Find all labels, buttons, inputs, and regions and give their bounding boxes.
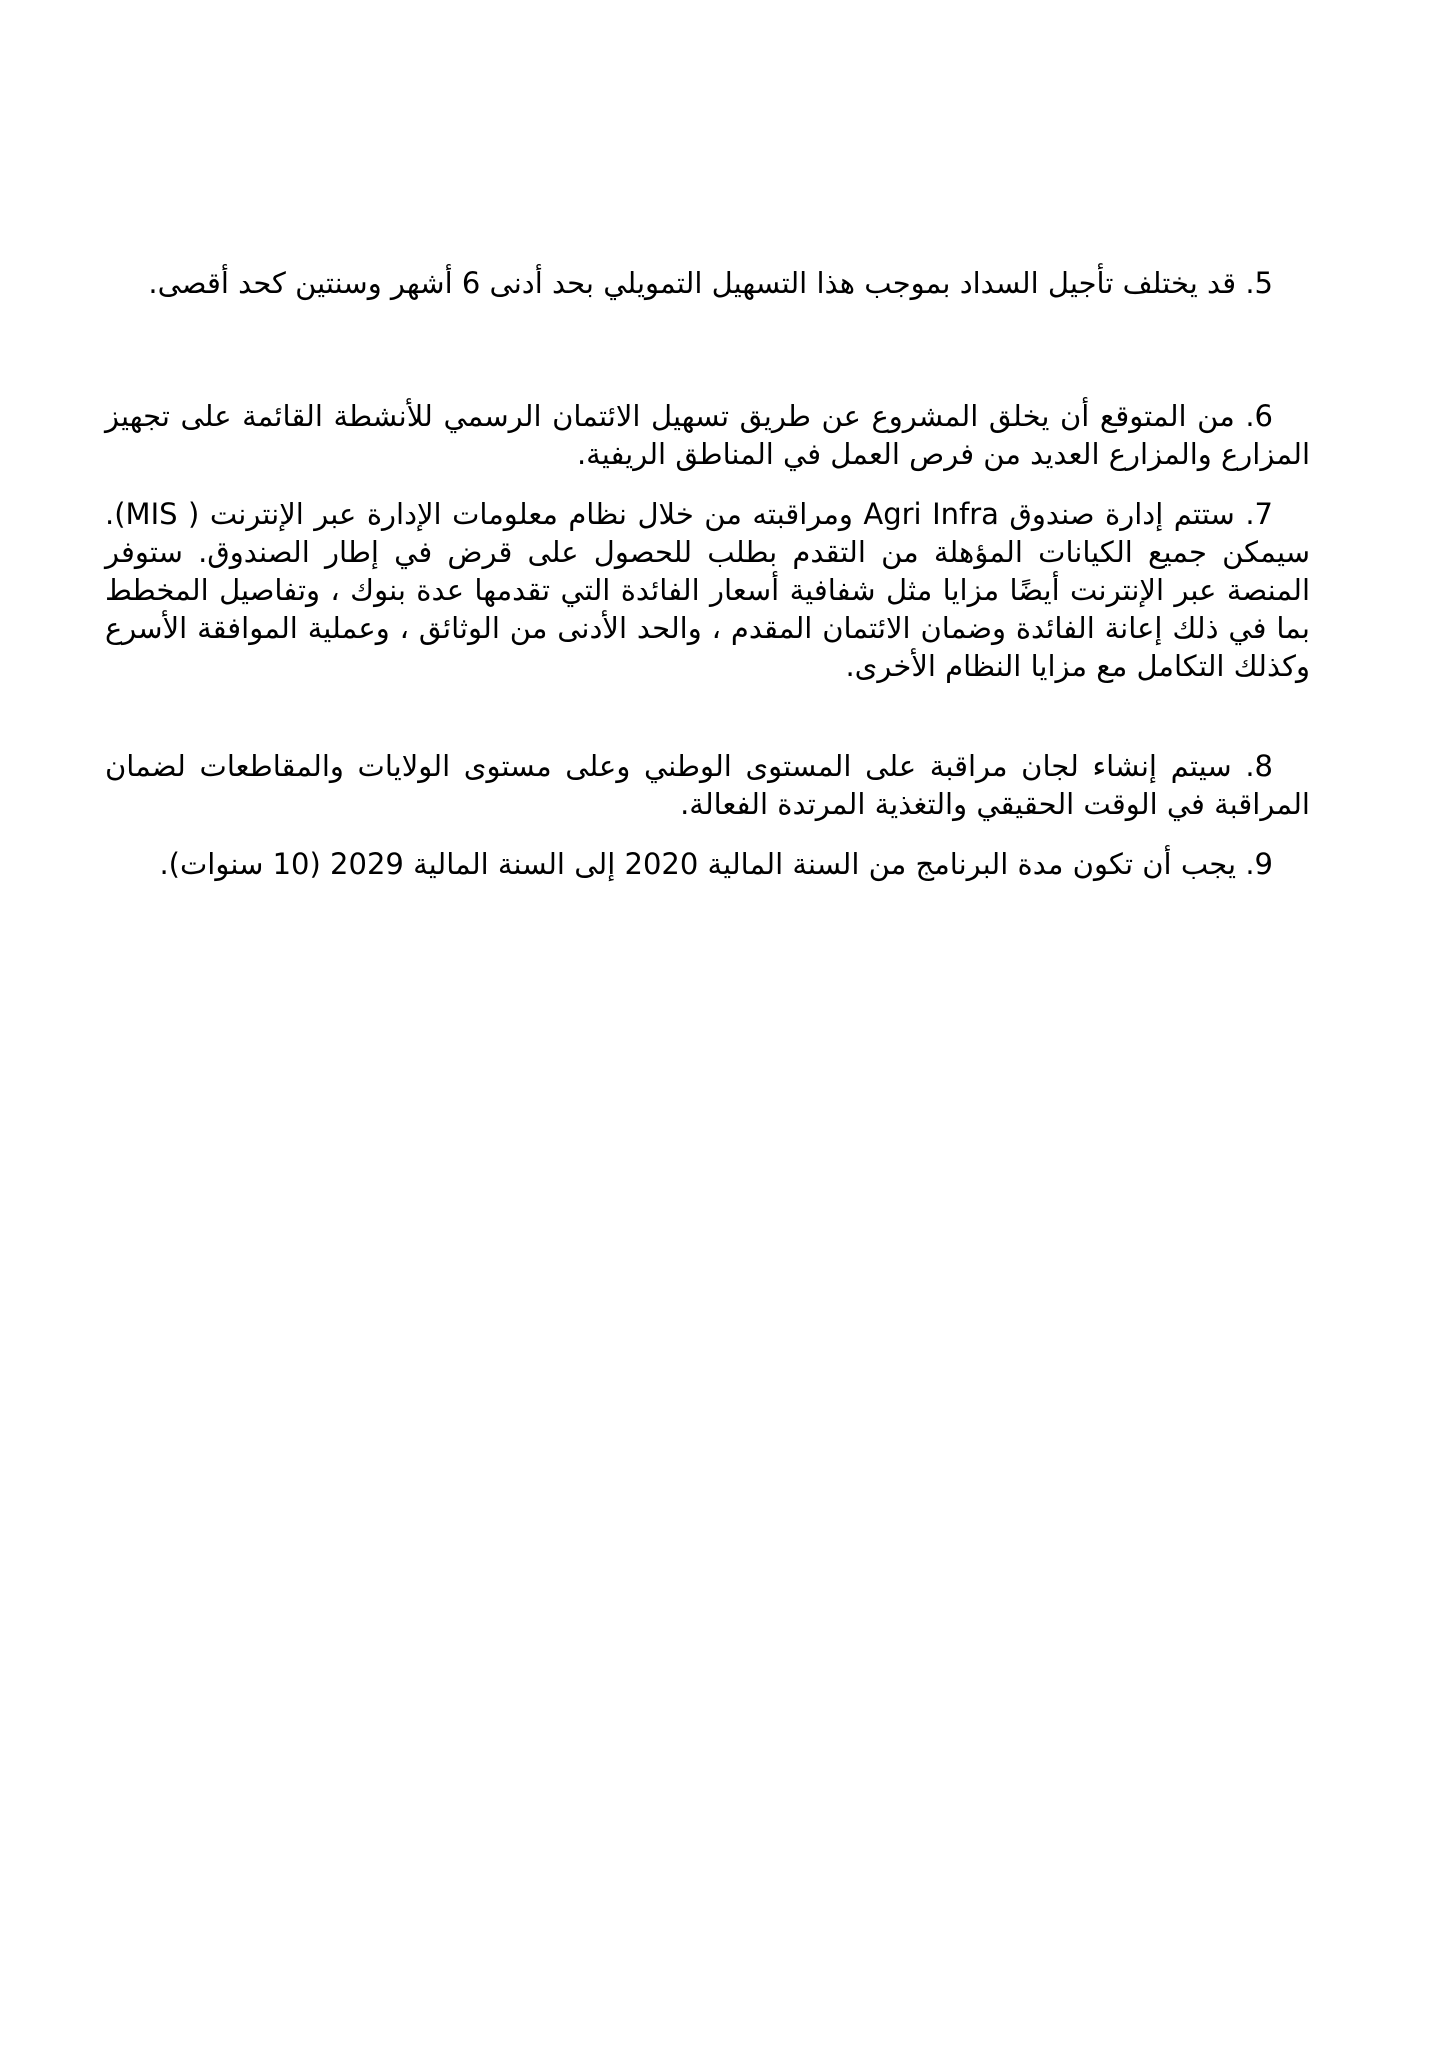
- numbered-paragraph-6: 6. من المتوقع أن يخلق المشروع عن طريق تسهيل الائتمان الرسمي للأنشطة القائمة على تجهيز المزارع والمزارع العديد من فرص العمل في المناطق الريفية.: [105, 399, 1310, 471]
- numbered-paragraph-7: 7. ستتم إدارة صندوق Agri Infra ومراقبته من خلال نظام معلومات الإدارة عبر الإنترنت ( MIS). سيمكن جميع الكيانات المؤهلة من التقدم بطلب للحصول على قرض في إطار الصندوق. ستوفر المنصة عبر الإنترنت أيضًا مزايا مثل شفافية أسعار الفائدة التي تقدمها عدة بنوك ، وتفاصيل المخطط بما في ذلك إعانة الفائدة وضمان الائتمان المقدم ، والحد الأدنى من الوثائق ، وعملية الموافقة الأسرع وكذلك التكامل مع مزايا النظام الأخرى.: [105, 497, 1310, 683]
- numbered-paragraph-9: 9. يجب أن تكون مدة البرنامج من السنة المالية 2020 إلى السنة المالية 2029 (10 سنوات).: [159, 847, 1273, 881]
- numbered-paragraph-5: 5. قد يختلف تأجيل السداد بموجب هذا التسهيل التمويلي بحد أدنى 6 أشهر وسنتين كحد أقصى.: [148, 266, 1273, 300]
- numbered-paragraph-8: 8. سيتم إنشاء لجان مراقبة على المستوى الوطني وعلى مستوى الولايات والمقاطعات لضمان المراقبة في الوقت الحقيقي والتغذية المرتدة الفعالة.: [105, 749, 1310, 821]
